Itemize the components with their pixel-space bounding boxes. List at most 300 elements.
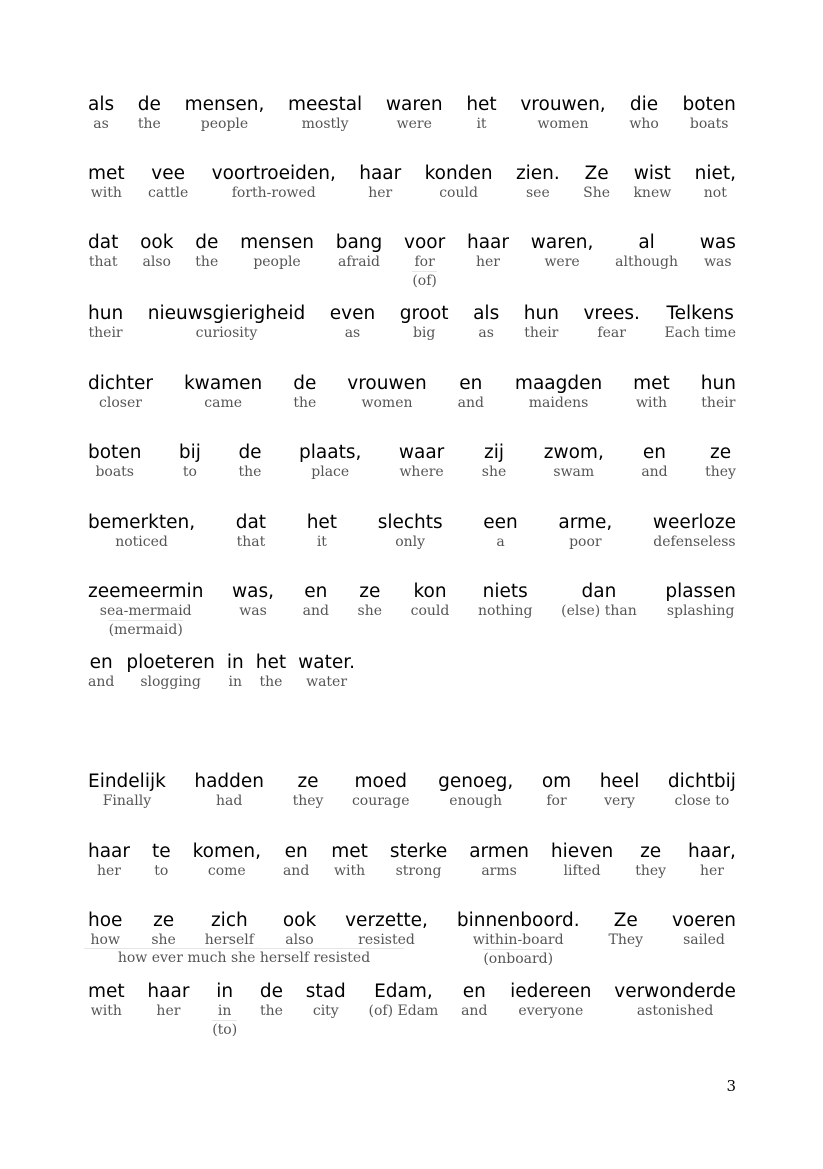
dutch-word: boten: [88, 442, 142, 463]
word-pair: [88, 910, 122, 949]
word-pair: [478, 581, 533, 620]
word-pair: [232, 581, 274, 620]
dutch-word: hun: [700, 373, 736, 394]
english-gloss: and: [282, 863, 310, 879]
text-line: [88, 981, 736, 1039]
dutch-word: voeren: [671, 910, 736, 931]
word-pair: [88, 303, 123, 342]
word-pair: [531, 232, 594, 271]
word-pair: [307, 512, 337, 551]
dutch-word: het: [466, 94, 497, 115]
dutch-word: mensen,: [184, 94, 265, 115]
english-gloss: was: [704, 254, 732, 270]
word-pair: [299, 442, 361, 481]
dutch-word: moed: [354, 771, 407, 792]
dutch-word: de: [238, 442, 262, 463]
word-pair: [668, 771, 736, 810]
word-pair: [641, 442, 667, 481]
english-gloss: with: [334, 863, 366, 879]
word-pair: [260, 981, 283, 1020]
english-gloss: her: [699, 863, 724, 879]
english-gloss: very: [604, 793, 635, 809]
word-pair: [400, 303, 449, 342]
phrase-gloss: how ever much she herself resisted: [84, 948, 404, 967]
word-pair: [88, 442, 141, 481]
dutch-word: iedereen: [510, 981, 592, 1002]
word-pair: [126, 652, 215, 691]
dutch-word: dichter: [88, 373, 154, 394]
english-gloss: strong: [395, 863, 442, 879]
dutch-word: haar: [147, 981, 190, 1002]
dutch-word: binnenboord.: [456, 910, 580, 931]
english-gloss: defenseless: [653, 534, 736, 550]
word-pair: [482, 442, 507, 481]
dutch-word: genoeg,: [438, 771, 514, 792]
dutch-word: de: [293, 373, 317, 394]
word-pair: [378, 512, 443, 551]
word-pair: [293, 373, 316, 412]
dutch-word: Ze: [584, 163, 609, 184]
word-pair: [88, 163, 125, 202]
english-gloss: to: [182, 464, 197, 480]
word-pair: [629, 94, 658, 133]
english-gloss: they: [635, 863, 667, 879]
text-line: [88, 771, 736, 810]
dutch-word: bemerkten,: [88, 512, 196, 533]
dutch-word: met: [88, 163, 125, 184]
english-gloss: courage: [351, 793, 410, 809]
dutch-word: hun: [88, 303, 124, 324]
dutch-word: maagden: [514, 373, 603, 394]
text-line: [88, 303, 736, 342]
text-line: [88, 652, 736, 691]
english-gloss: cattle: [148, 185, 189, 201]
english-gloss: were: [396, 116, 432, 132]
english-gloss: within-board: [472, 932, 564, 948]
dutch-word: vee: [151, 163, 185, 184]
dutch-word: en: [642, 442, 667, 463]
gloss-note: (to): [212, 1022, 238, 1038]
english-gloss: were: [544, 254, 580, 270]
english-gloss: knew: [633, 185, 672, 201]
english-gloss: could: [439, 185, 478, 201]
english-gloss: and: [302, 603, 329, 619]
word-pair: [633, 373, 670, 412]
dutch-word: plaats,: [299, 442, 362, 463]
english-gloss: who: [629, 116, 659, 132]
text-line: [88, 373, 736, 412]
english-gloss: her: [368, 185, 393, 201]
english-gloss: the: [137, 116, 161, 132]
dutch-word: weerloze: [652, 512, 736, 533]
dutch-word: ze: [640, 841, 662, 862]
text-line: [88, 94, 736, 133]
dutch-word: niets: [482, 581, 528, 602]
dutch-word: kwamen: [183, 373, 263, 394]
word-pair: [88, 232, 118, 271]
english-gloss: boats: [689, 116, 729, 132]
word-pair: [551, 841, 613, 880]
english-gloss: lifted: [563, 863, 601, 879]
english-gloss: (else) than: [561, 603, 637, 619]
dutch-word: hieven: [550, 841, 614, 862]
word-pair: [347, 373, 426, 412]
word-pair: [359, 163, 401, 202]
word-pair: [516, 163, 560, 202]
dutch-word: met: [633, 373, 670, 394]
word-pair: [185, 94, 265, 133]
dutch-word: in: [216, 981, 234, 1002]
english-gloss: although: [615, 254, 679, 270]
word-pair: [672, 910, 736, 949]
gloss-note: (mermaid): [108, 622, 183, 638]
dutch-word: haar: [466, 232, 509, 253]
word-pair: [399, 442, 444, 481]
english-gloss: maidens: [528, 395, 589, 411]
word-pair: [695, 163, 736, 202]
dutch-word: zwom,: [543, 442, 604, 463]
word-pair: [195, 232, 218, 271]
dutch-word: voortroeiden,: [211, 163, 336, 184]
dutch-word: hoe: [88, 910, 123, 931]
text-line: [88, 841, 736, 880]
dutch-word: en: [304, 581, 328, 602]
word-pair: [466, 94, 496, 133]
dutch-word: zich: [210, 910, 248, 931]
word-pair: [425, 163, 493, 202]
word-pair: [438, 771, 513, 810]
dutch-word: groot: [399, 303, 449, 324]
english-gloss: noticed: [115, 534, 168, 550]
word-pair: [411, 581, 450, 620]
english-gloss: she: [357, 603, 383, 619]
english-gloss: for: [546, 793, 567, 809]
word-pair: [345, 910, 428, 949]
text-line: [88, 232, 736, 290]
dutch-word: in: [226, 652, 244, 673]
dutch-word: haar: [359, 163, 402, 184]
dutch-word: waar: [398, 442, 445, 463]
word-pair: [352, 771, 410, 810]
word-pair: [256, 652, 286, 691]
word-pair: [665, 581, 736, 620]
dutch-word: Telkens: [666, 303, 734, 324]
text-line: [88, 512, 736, 551]
english-gloss: place: [311, 464, 350, 480]
word-pair: [561, 581, 637, 620]
english-gloss: women: [361, 395, 413, 411]
dutch-word: water.: [298, 652, 356, 673]
word-pair: [510, 981, 591, 1020]
word-pair: [700, 232, 736, 271]
word-pair: [88, 94, 114, 133]
word-pair: [469, 841, 529, 880]
dutch-word: niet,: [694, 163, 736, 184]
english-gloss: they: [705, 464, 736, 480]
dutch-word: waren,: [530, 232, 594, 253]
english-gloss: not: [703, 185, 727, 201]
english-gloss: water: [306, 674, 348, 690]
word-pair: [558, 512, 612, 551]
dutch-word: dan: [581, 581, 617, 602]
english-gloss: big: [412, 325, 436, 341]
dutch-word: plassen: [665, 581, 736, 602]
word-pair: [88, 373, 153, 412]
word-pair: [633, 163, 671, 202]
dutch-word: met: [88, 981, 125, 1002]
english-gloss: and: [88, 674, 115, 690]
english-gloss: They: [608, 932, 644, 948]
word-pair: [682, 94, 735, 133]
word-pair: [212, 163, 336, 202]
english-gloss: the: [260, 1003, 283, 1019]
dutch-word: ook: [282, 910, 317, 931]
dutch-word: om: [541, 771, 572, 792]
english-gloss: and: [461, 1003, 488, 1019]
word-pair: [473, 303, 499, 342]
word-pair: [194, 771, 264, 810]
dutch-word: voor: [404, 232, 446, 253]
english-gloss: curiosity: [195, 325, 258, 341]
english-gloss: come: [207, 863, 246, 879]
word-pair: [664, 303, 736, 342]
word-pair: [515, 373, 602, 412]
word-pair: [461, 981, 487, 1020]
dutch-word: mensen: [240, 232, 314, 253]
word-pair: [88, 841, 130, 880]
english-gloss: and: [457, 395, 484, 411]
dutch-word: vrouwen,: [520, 94, 606, 115]
word-pair: [205, 910, 254, 949]
dutch-word: dat: [88, 232, 119, 253]
word-pair: [148, 303, 306, 342]
dutch-word: hadden: [194, 771, 265, 792]
english-gloss: they: [292, 793, 324, 809]
dutch-word: verwonderde: [614, 981, 736, 1002]
word-pair: [283, 910, 316, 949]
word-pair: [583, 303, 639, 342]
dutch-word: het: [306, 512, 338, 533]
word-pair: [544, 442, 604, 481]
english-gloss: her: [97, 863, 121, 879]
dutch-word: de: [195, 232, 219, 253]
dutch-word: wist: [633, 163, 671, 184]
dutch-word: boten: [682, 94, 736, 115]
word-pair: [238, 442, 261, 481]
dutch-word: waren: [385, 94, 443, 115]
english-gloss: sea-mermaid: [99, 603, 192, 619]
english-gloss: with: [90, 1003, 122, 1019]
english-gloss: their: [88, 325, 123, 341]
word-pair: [331, 841, 368, 880]
dutch-word: meestal: [288, 94, 363, 115]
english-gloss: came: [204, 395, 242, 411]
dutch-word: bang: [335, 232, 383, 253]
dutch-word: ze: [297, 771, 319, 792]
dutch-word: dichtbij: [667, 771, 736, 792]
word-pair: [148, 163, 188, 202]
english-gloss: the: [293, 395, 317, 411]
dutch-word: Edam,: [374, 981, 433, 1002]
word-pair: [193, 841, 261, 880]
dutch-word: vrouwen: [347, 373, 427, 394]
dutch-word: verzette,: [345, 910, 428, 931]
english-gloss: people: [253, 254, 301, 270]
word-pair: [147, 981, 189, 1020]
english-gloss: how: [90, 932, 120, 948]
word-pair: [298, 652, 355, 691]
dutch-word: stad: [305, 981, 346, 1002]
english-gloss: that: [88, 254, 118, 270]
english-gloss: their: [524, 325, 559, 341]
english-gloss: boats: [95, 464, 134, 480]
word-pair: [138, 94, 161, 133]
word-pair: [467, 232, 509, 271]
english-gloss: her: [475, 254, 500, 270]
word-pair: [358, 581, 383, 620]
dutch-word: armen: [469, 841, 529, 862]
dutch-word: te: [151, 841, 171, 862]
dutch-word: ze: [710, 442, 732, 463]
dutch-word: ploeteren: [126, 652, 215, 673]
dutch-word: ze: [153, 910, 175, 931]
word-pair: [179, 442, 201, 481]
english-gloss: it: [476, 116, 487, 132]
english-gloss: fear: [597, 325, 626, 341]
english-gloss: people: [200, 116, 249, 132]
english-gloss: had: [216, 793, 243, 809]
word-pair: [600, 771, 640, 810]
english-gloss: herself: [204, 932, 254, 948]
english-gloss: forth-rowed: [231, 185, 316, 201]
dutch-word: Ze: [613, 910, 638, 931]
english-gloss: sailed: [683, 932, 725, 948]
word-pair: [88, 652, 114, 691]
word-pair: [524, 303, 559, 342]
dutch-word: even: [329, 303, 376, 324]
word-pair: [386, 94, 443, 133]
english-gloss: also: [142, 254, 171, 270]
english-gloss: women: [537, 116, 589, 132]
gloss-note: (onboard): [483, 951, 554, 967]
english-gloss: afraid: [337, 254, 380, 270]
english-gloss: (of) Edam: [368, 1003, 439, 1019]
word-pair: [404, 232, 445, 290]
word-pair: [635, 841, 666, 880]
dutch-word: was,: [232, 581, 275, 602]
english-gloss: as: [478, 325, 494, 341]
english-gloss: it: [316, 534, 327, 550]
english-gloss: swam: [553, 464, 595, 480]
dutch-word: hun: [523, 303, 559, 324]
english-gloss: enough: [449, 793, 503, 809]
dutch-word: ze: [359, 581, 381, 602]
dutch-word: ook: [140, 232, 174, 253]
word-pair: [152, 841, 171, 880]
word-pair: [288, 94, 362, 133]
english-gloss: with: [90, 185, 122, 201]
word-pair: [306, 981, 346, 1020]
word-pair: [236, 512, 266, 551]
dutch-word: dat: [235, 512, 267, 533]
dutch-word: nieuwsgierigheid: [147, 303, 306, 324]
dutch-word: als: [88, 94, 115, 115]
text-line: [88, 442, 736, 481]
english-gloss: see: [525, 185, 550, 201]
dutch-word: de: [259, 981, 284, 1002]
dutch-word: konden: [424, 163, 493, 184]
dutch-word: was: [699, 232, 736, 253]
dutch-word: met: [331, 841, 368, 862]
english-gloss: astonished: [636, 1003, 714, 1019]
text-line: [88, 581, 736, 639]
word-pair: [303, 581, 329, 620]
english-gloss: arms: [481, 863, 517, 879]
english-gloss: the: [238, 464, 262, 480]
dutch-word: sterke: [389, 841, 448, 862]
dutch-word: kon: [413, 581, 447, 602]
word-pair: [457, 910, 580, 968]
english-gloss: and: [641, 464, 668, 480]
english-gloss: where: [399, 464, 444, 480]
dutch-word: een: [483, 512, 518, 533]
word-pair: [615, 232, 678, 271]
page-number: 3: [726, 1077, 736, 1095]
dutch-word: haar: [88, 841, 131, 862]
dutch-word: al: [638, 232, 655, 253]
dutch-word: heel: [599, 771, 640, 792]
dutch-word: die: [629, 94, 659, 115]
english-gloss: closer: [99, 395, 142, 411]
english-gloss: nothing: [477, 603, 533, 619]
dutch-word: en: [459, 373, 483, 394]
dutch-word: komen,: [192, 841, 261, 862]
word-pair: [614, 981, 736, 1020]
english-gloss: their: [701, 395, 736, 411]
dutch-word: bij: [178, 442, 201, 463]
word-pair: [212, 981, 237, 1039]
word-pair: [701, 373, 736, 412]
word-pair: [184, 373, 262, 412]
word-pair: [336, 232, 383, 271]
word-pair: [227, 652, 244, 691]
english-gloss: splashing: [666, 603, 735, 619]
dutch-word: zij: [484, 442, 505, 463]
word-pair: [369, 981, 439, 1020]
dutch-word: zeemeermin: [88, 581, 204, 602]
english-gloss: in: [228, 674, 243, 690]
english-gloss: everyone: [518, 1003, 584, 1019]
english-gloss: she: [151, 932, 176, 948]
english-gloss: Each time: [664, 325, 736, 341]
word-pair: [88, 771, 166, 810]
english-gloss: was: [239, 603, 267, 619]
dutch-word: en: [284, 841, 308, 862]
word-pair: [583, 163, 610, 202]
english-gloss: that: [236, 534, 266, 550]
dutch-word: als: [473, 303, 500, 324]
english-gloss: in: [217, 1003, 232, 1019]
english-gloss: slogging: [140, 674, 201, 690]
english-gloss: She: [583, 185, 611, 201]
gloss-note: (of): [412, 273, 437, 289]
word-pair: [390, 841, 447, 880]
english-gloss: as: [93, 116, 109, 132]
english-gloss: the: [195, 254, 219, 270]
english-gloss: resisted: [358, 932, 415, 948]
dutch-word: de: [137, 94, 161, 115]
dutch-word: zien.: [515, 163, 560, 184]
